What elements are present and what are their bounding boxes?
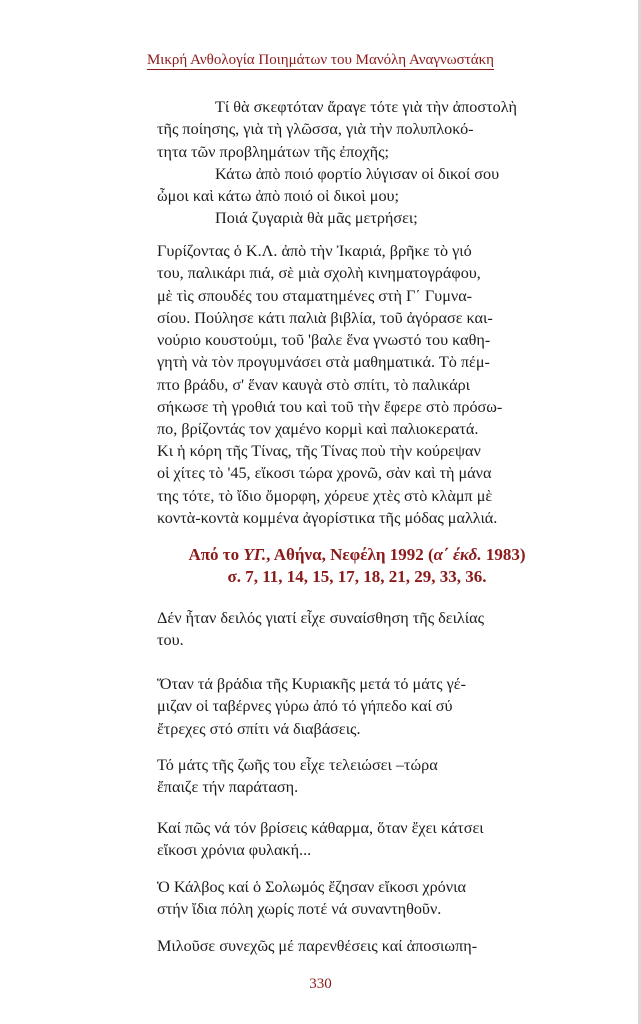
text-line: εἴκοσι χρόνια φυλακή... [157,841,312,860]
running-header [0,52,641,69]
paragraph-1 [157,96,557,230]
text-line: του, παλικάρι πιά, σὲ μιὰ σχολὴ κινηματογράφου, [157,264,481,283]
text-line: τῆς ποίησης, γιὰ τὴ γλῶσσα, γιὰ τὴν πολυπλοκό- [157,120,474,139]
text-line: ὦμοι καὶ κάτω ἀπὸ ποιό οἱ δικοὶ μου; [157,187,400,206]
text-line: της τότε, τὸ ἴδιο ὄμορφη, χόρευε χτὲς στὸ κλὰμπ μὲ [157,486,493,505]
text-line: κοντὰ-κοντὰ κομμένα ἀγορίστικα τῆς μόδας μαλλιά. [157,508,498,527]
text-line: Ὅταν τά βράδια τῆς Κυριακῆς μετά τό μάτς γέ- [157,675,466,693]
source-citation-pages: σ. 7, 11, 14, 15, 17, 18, 21, 29, 33, 36. [227,567,487,586]
text-line: Κι ἡ κόρη τῆς Τίνας, τῆς Τίνας ποὺ τὴν κούρεψαν [157,442,481,460]
paragraph-2 [157,240,557,441]
text-line: σίου. Πούλησε κάτι παλιὰ βιβλία, τοῦ ἀγόρασε και- [157,308,493,327]
page-number: 330 [309,976,332,992]
aphorism-1 [157,607,557,652]
text-line: Γυρίζοντας ὁ Κ.Λ. ἀπὸ τὴν Ἰκαριά, βρῆκε τὸ γιό [157,242,472,260]
text-line: νούριο κουστούμι, τοῦ 'βαλε ἕνα γνωστό του καθη- [157,331,491,350]
text-line: Ὁ Κάλβος καί ὁ Σολωμός ἔζησαν εἴκοσι χρόνια [157,878,466,896]
aphorism-4 [157,817,557,862]
text-line: Τί θὰ σκεφτόταν ἄραγε τότε γιὰ τὴν ἀποστολὴ [215,98,518,116]
text-line: γητὴ νὰ τὸν προγυμνάσει στὰ μαθηματικά. Τὸ πέμ- [157,353,490,372]
running-header-title: Μικρή Ανθολογία Ποιημάτων του Μανόλη Αναγνωστάκη [146,52,495,68]
text-line: Καί πῶς νά τόν βρίσεις κάθαρμα, ὅταν ἔχει κάτσει [157,819,484,837]
text-line: Μιλοῦσε συνεχῶς μέ παρενθέσεις καί ἀποσιωπη- [157,937,478,955]
aphorism-2 [157,673,557,740]
source-citation-line-1 [157,544,557,566]
text-line: Τό μάτς τῆς ζωῆς του εἶχε τελειώσει –τώρα [157,756,438,774]
source-year: 1983) [481,545,526,564]
text-line: τητα τῶν προβλημάτων τῆς ἐποχῆς; [157,142,390,161]
source-edition: α΄ έκδ. [433,545,482,564]
aphorism-3 [157,754,557,799]
text-line: ἔτρεχες στό σπίτι νά διαβάσεις. [157,719,361,738]
source-book-title: ΥΓ. [243,545,267,564]
source-citation [157,544,557,588]
text-line: σήκωσε τὴ γροθιά του καὶ τοῦ τὴν ἔφερε στὸ πρόσω- [157,398,503,417]
text-line: Κάτω ἀπὸ ποιό φορτίο λύγισαν οἱ δικοί σου [215,164,500,183]
text-line: ἔπαιζε τήν παράταση. [157,778,299,797]
text-line: του. [157,631,184,650]
text-line: στήν ἴδια πόλη χωρίς ποτέ νά συναντηθοῦν. [157,900,442,919]
aphorism-5 [157,876,557,921]
text-line: πτο βράδυ, σ' ἕναν καυγὰ στὸ σπίτι, τὸ παλικάρι [157,375,471,394]
paragraph-3 [157,440,557,529]
text-line: μιζαν οἱ ταβέρνες γύρω ἀπό τό γήπεδο καί σύ [157,697,453,716]
text-line: μὲ τὶς σπουδές του σταματημένες στὴ Γ΄ Γυμνα- [157,286,473,305]
source-prefix: Από το [188,545,244,564]
text-line: Δέν ἦταν δειλός γιατί εἶχε συναίσθηση τῆς δειλίας [157,609,485,627]
source-publisher: , Αθήνα, Νεφέλη 1992 ( [266,545,434,564]
text-line: οἱ χίτες τὸ '45, εἴκοσι τώρα χρονῶ, σὰν καὶ τὴ μάνα [157,464,492,483]
text-line: πο, βρίζοντάς τον χαμένο κορμὶ καὶ παλιοκερατά. [157,420,479,439]
text-line: Ποιά ζυγαριὰ θὰ μᾶς μετρήσει; [215,209,418,228]
aphorism-6 [157,935,557,957]
